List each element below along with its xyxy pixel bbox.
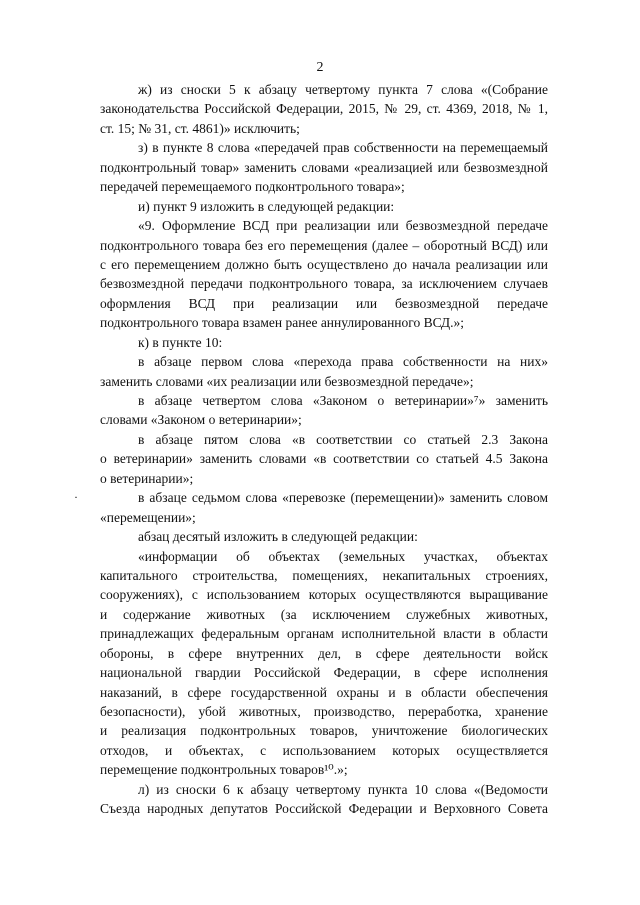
text-line-content: ст. 15; № 31, ст. 4861)» исключить; [100,120,300,136]
text-line [100,255,548,274]
text-line-content: подконтрольного товара взамен ранее аннулированного ВСД.»; [100,315,465,331]
document-body [74,80,548,819]
text-line [100,99,548,118]
text-line [100,391,548,410]
text-line [100,721,548,740]
text-line-content: сооружениях), с использованием которых осуществляются выращивание [100,587,548,603]
text-line-content: «9. Оформление ВСД при реализации или безвозмездной передаче [138,218,548,234]
text-line [100,197,548,216]
text-line [100,236,548,255]
text-line-content: отходов, и объектах, с использованием которых осуществляется [100,742,548,758]
text-line-content: оформления ВСД при реализации или безвозмездной передаче [100,295,548,311]
text-line [100,624,548,643]
text-line-content: национальной гвардии Российской Федерации, в сфере исполнения [100,665,548,681]
text-line-content: «перемещении»; [100,509,196,525]
text-line [100,780,548,799]
text-line [100,469,548,488]
text-line-content: и содержание животных (за исключением служебных животных, [100,606,548,622]
text-line-content: о ветеринарии»; [100,470,194,486]
text-line [100,177,548,196]
text-line-content: з) в пункте 8 слова «передачей прав собственности на перемещаемый [138,140,548,156]
text-line [100,119,548,138]
text-line [100,449,548,468]
text-line-content: к) в пункте 10: [138,334,223,350]
text-line [100,644,548,663]
text-line-content: подконтрольного товара без его перемещения (далее – оборотный ВСД) или [100,237,548,253]
text-line [74,488,548,507]
text-line [100,333,548,352]
text-line [100,605,548,624]
text-line-content: ж) из сноски 5 к абзацу четвертому пункта 7 слова «(Собрание [138,82,548,97]
text-line [100,760,548,779]
text-line [100,138,548,157]
text-line-content: в абзаце первом слова «перехода права собственности на них» [138,354,548,370]
text-line [100,274,548,293]
text-line-content: перемещение подконтрольных товаров¹⁰.»; [100,762,348,778]
text-line [100,547,548,566]
text-line-content: капитального строительства, помещениях, некапитальных строениях, [100,567,548,583]
text-line-content: с его перемещением должно быть осуществлено до начала реализации или [100,256,548,272]
text-line [100,683,548,702]
text-line-content: в абзаце четвертом слова «Законом о ветеринарии»⁷» заменить [138,393,548,408]
text-line [100,294,548,313]
text-line [100,313,548,332]
text-line-content: наказаний, в сфере государственной охраны и в области обеспечения [100,684,548,700]
text-line-content: л) из сноски 6 к абзацу четвертому пункта 10 слова «(Ведомости [138,781,548,797]
text-line-content: подконтрольный товар» заменить словами «реализацией или безвозмездной [100,159,548,175]
text-line [100,663,548,682]
text-line-content: принадлежащих федеральным органам исполнительной власти в области [100,626,548,642]
text-line [100,741,548,760]
text-line [100,216,548,235]
text-line [100,410,548,429]
text-line-content: заменить словами «их реализации или безвозмездной передаче»; [100,373,474,389]
text-line [100,352,548,371]
text-line-content: в абзаце пятом слова «в соответствии со статьей 2.3 Закона [138,431,548,447]
text-line [100,372,548,391]
text-line [100,80,548,99]
text-line-content: «информации об объектах (земельных участках, объектах [138,548,548,564]
text-line [100,508,548,527]
text-line-content: законодательства Российской Федерации, 2015, № 29, ст. 4369, 2018, № 1, [100,101,548,117]
text-line-content: абзац десятый изложить в следующей редакции: [138,529,418,545]
text-line [100,585,548,604]
bullet-mark: · [74,490,78,505]
text-line [100,566,548,585]
page-number: 2 [316,60,324,75]
text-line [100,799,548,818]
text-line [100,158,548,177]
text-line-content: безвозмездной передачи подконтрольного товара, за исключением случаев [100,276,548,292]
text-line-content: безопасности), убой животных, производство, переработка, хранение [100,704,548,719]
text-line-content: в абзаце седьмом слова «перевозке (перемещении)» заменить словом [138,490,548,506]
text-line-content: обороны, в сфере внутренних дел, в сфере деятельности войск [100,645,548,661]
text-line-content: и) пункт 9 изложить в следующей редакции: [138,198,395,214]
text-line [100,430,548,449]
text-line-content: передачей перемещаемого подконтрольного товара»; [100,179,405,195]
text-line [100,702,548,721]
text-line-content: Съезда народных депутатов Российской Федерации и Верховного Совета [100,801,548,817]
text-line-content: словами «Законом о ветеринарии»; [100,412,302,428]
text-line-content: и реализация подконтрольных товаров, уничтожение биологических [100,723,548,739]
text-line [100,527,548,546]
text-line-content: о ветеринарии» заменить словами «в соответствии со статьей 4.5 Закона [100,451,548,467]
